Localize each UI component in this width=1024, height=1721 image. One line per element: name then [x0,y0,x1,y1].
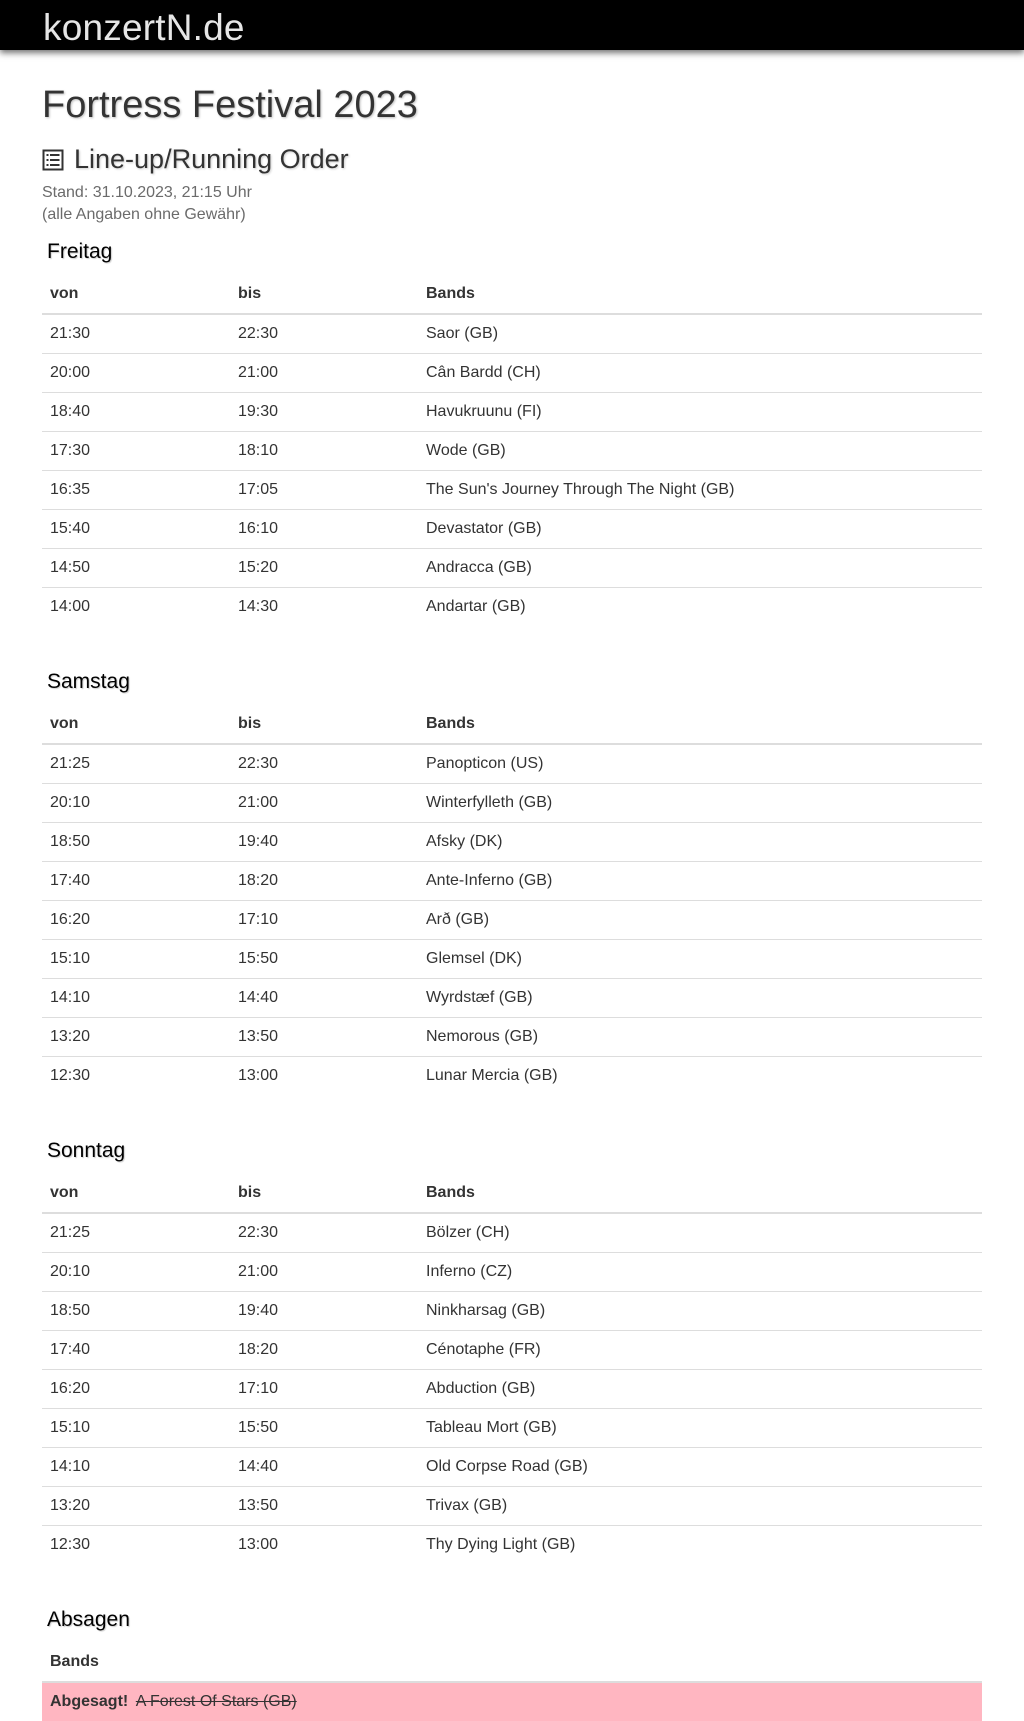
cell-from: 18:50 [42,1292,230,1331]
disclaimer-text: (alle Angaben ohne Gewähr) [42,206,246,223]
cell-from: 20:10 [42,1253,230,1292]
table-row [42,471,982,510]
table-header-row [42,275,982,314]
cell-from: 14:10 [42,1448,230,1487]
cell-to: 15:20 [230,549,418,588]
cell-from: 16:35 [42,471,230,510]
column-header-von: von [42,275,230,314]
column-header-bands: Bands [418,705,982,744]
table-row [42,1292,982,1331]
cell-band: Tableau Mort (GB) [418,1409,982,1448]
cell-band: Havukruunu (FI) [418,393,982,432]
cell-to: 18:10 [230,432,418,471]
column-header-von: von [42,705,230,744]
day-section-sonntag [42,1137,982,1606]
cell-band: The Sun's Journey Through The Night (GB) [418,471,982,510]
table-row [42,588,982,627]
cell-from: 15:40 [42,510,230,549]
table-row [42,314,982,354]
cell-from: 13:20 [42,1487,230,1526]
cell-from: 14:10 [42,979,230,1018]
cell-band: Panopticon (US) [426,755,544,772]
table-row [42,432,982,471]
day-section-freitag [42,238,982,668]
cancellations-table [42,1643,982,1721]
table-row [42,1331,982,1370]
cell-to: 13:50 [230,1487,418,1526]
cell-to: 13:00 [230,1057,418,1096]
table-header-row [42,1174,982,1213]
cell-from: 15:10 [42,940,230,979]
cell-to: 22:30 [238,325,279,342]
cancelled-badge: Abgesagt! [50,1693,129,1710]
cell-to: 17:05 [230,471,418,510]
cell-from: 21:25 [50,1224,91,1241]
day-title: Freitag [47,240,113,263]
cell-from: 21:25 [50,755,91,772]
section-subtitle [42,142,349,176]
cell-from: 20:10 [42,784,230,823]
cell-from: 14:50 [42,549,230,588]
column-header-bands: Bands [42,1643,982,1682]
cell-band: Wyrdstæf (GB) [418,979,982,1018]
subtitle-text: Line-up/Running Order [74,144,349,174]
cell-to: 16:10 [230,510,418,549]
cancelled-cell [42,1682,982,1721]
column-header-bands: Bands [418,1174,982,1213]
cell-band: Ninkharsag (GB) [418,1292,982,1331]
cell-band: Andartar (GB) [418,588,982,627]
cell-from: 12:30 [42,1526,230,1565]
cell-band: Andracca (GB) [418,549,982,588]
cell-band: Wode (GB) [418,432,982,471]
cell-to: 19:40 [230,823,418,862]
cell-from: 18:40 [42,393,230,432]
cell-to: 13:00 [230,1526,418,1565]
cell-to: 21:00 [230,354,418,393]
stand-text: Stand: 31.10.2023, 21:15 Uhr [42,184,252,201]
cell-from: 16:20 [42,901,230,940]
cell-from: 17:40 [42,1331,230,1370]
cell-from: 14:00 [42,588,230,627]
cell-band: Trivax (GB) [418,1487,982,1526]
table-row [42,1018,982,1057]
cell-band: Old Corpse Road (GB) [418,1448,982,1487]
cell-band: Arð (GB) [418,901,982,940]
cell-band: Cénotaphe (FR) [418,1331,982,1370]
table-row [42,510,982,549]
cell-band: Ante-Inferno (GB) [418,862,982,901]
column-header-von: von [42,1174,230,1213]
table-row [42,1253,982,1292]
cell-from: 21:30 [50,325,91,342]
table-row [42,1487,982,1526]
cell-band: Bölzer (CH) [426,1224,510,1241]
cell-to: 14:40 [230,1448,418,1487]
table-row [42,940,982,979]
cell-to: 17:10 [230,901,418,940]
table-row [42,784,982,823]
cell-to: 18:20 [230,1331,418,1370]
cell-band: Glemsel (DK) [418,940,982,979]
day-section-samstag [42,668,982,1137]
table-row [42,1370,982,1409]
cell-band: Inferno (CZ) [418,1253,982,1292]
cancelled-row [42,1682,982,1721]
top-navbar [0,0,1024,50]
table-row [42,1213,982,1253]
cell-from: 12:30 [42,1057,230,1096]
cell-from: 18:50 [42,823,230,862]
cell-band: Abduction (GB) [418,1370,982,1409]
cell-to: 15:50 [230,1409,418,1448]
cancellations-section [42,1606,982,1721]
cell-to: 18:20 [230,862,418,901]
cell-to: 15:50 [230,940,418,979]
brand-logo[interactable]: konzertN.de [43,7,245,48]
column-header-bis: bis [230,275,418,314]
days-container [42,238,982,1721]
section-spacer [42,626,982,668]
cell-to: 22:30 [238,1224,279,1241]
table-row [42,1526,982,1565]
table-header-row [42,1643,982,1682]
cell-from: 17:40 [42,862,230,901]
table-row [42,901,982,940]
table-row [42,354,982,393]
cell-to: 19:40 [230,1292,418,1331]
cell-band: Nemorous (GB) [418,1018,982,1057]
cell-from: 17:30 [42,432,230,471]
cell-band: Winterfylleth (GB) [418,784,982,823]
column-header-bis: bis [230,1174,418,1213]
cell-band: Saor (GB) [426,325,499,342]
cell-band: Devastator (GB) [418,510,982,549]
day-title: Samstag [47,670,130,693]
cell-to: 19:30 [230,393,418,432]
cell-to: 13:50 [230,1018,418,1057]
list-icon [42,149,64,171]
table-row [42,393,982,432]
cell-band: Afsky (DK) [418,823,982,862]
schedule-table [42,1174,982,1564]
cell-from: 20:00 [42,354,230,393]
table-row [42,979,982,1018]
cancellations-title: Absagen [47,1608,130,1631]
section-spacer [42,1095,982,1137]
column-header-bands: Bands [418,275,982,314]
table-row [42,1057,982,1096]
cell-band: Thy Dying Light (GB) [418,1526,982,1565]
schedule-table [42,705,982,1095]
page-meta [42,182,252,226]
schedule-table [42,275,982,626]
cell-to: 17:10 [230,1370,418,1409]
day-title: Sonntag [47,1139,126,1162]
table-row [42,1409,982,1448]
cell-from: 13:20 [42,1018,230,1057]
cell-to: 22:30 [238,755,279,772]
page-title: Fortress Festival 2023 [42,84,418,126]
cell-to: 21:00 [230,1253,418,1292]
cell-band: Lunar Mercia (GB) [418,1057,982,1096]
table-row [42,549,982,588]
cell-band: Cân Bardd (CH) [418,354,982,393]
cell-to: 21:00 [230,784,418,823]
cell-to: 14:30 [230,588,418,627]
cell-from: 16:20 [42,1370,230,1409]
table-row [42,823,982,862]
cell-to: 14:40 [230,979,418,1018]
section-spacer [42,1564,982,1606]
table-row [42,1448,982,1487]
column-header-bis: bis [230,705,418,744]
cancelled-band: A Forest Of Stars (GB) [135,1693,297,1710]
table-header-row [42,705,982,744]
table-row [42,744,982,784]
table-row [42,862,982,901]
cell-from: 15:10 [42,1409,230,1448]
